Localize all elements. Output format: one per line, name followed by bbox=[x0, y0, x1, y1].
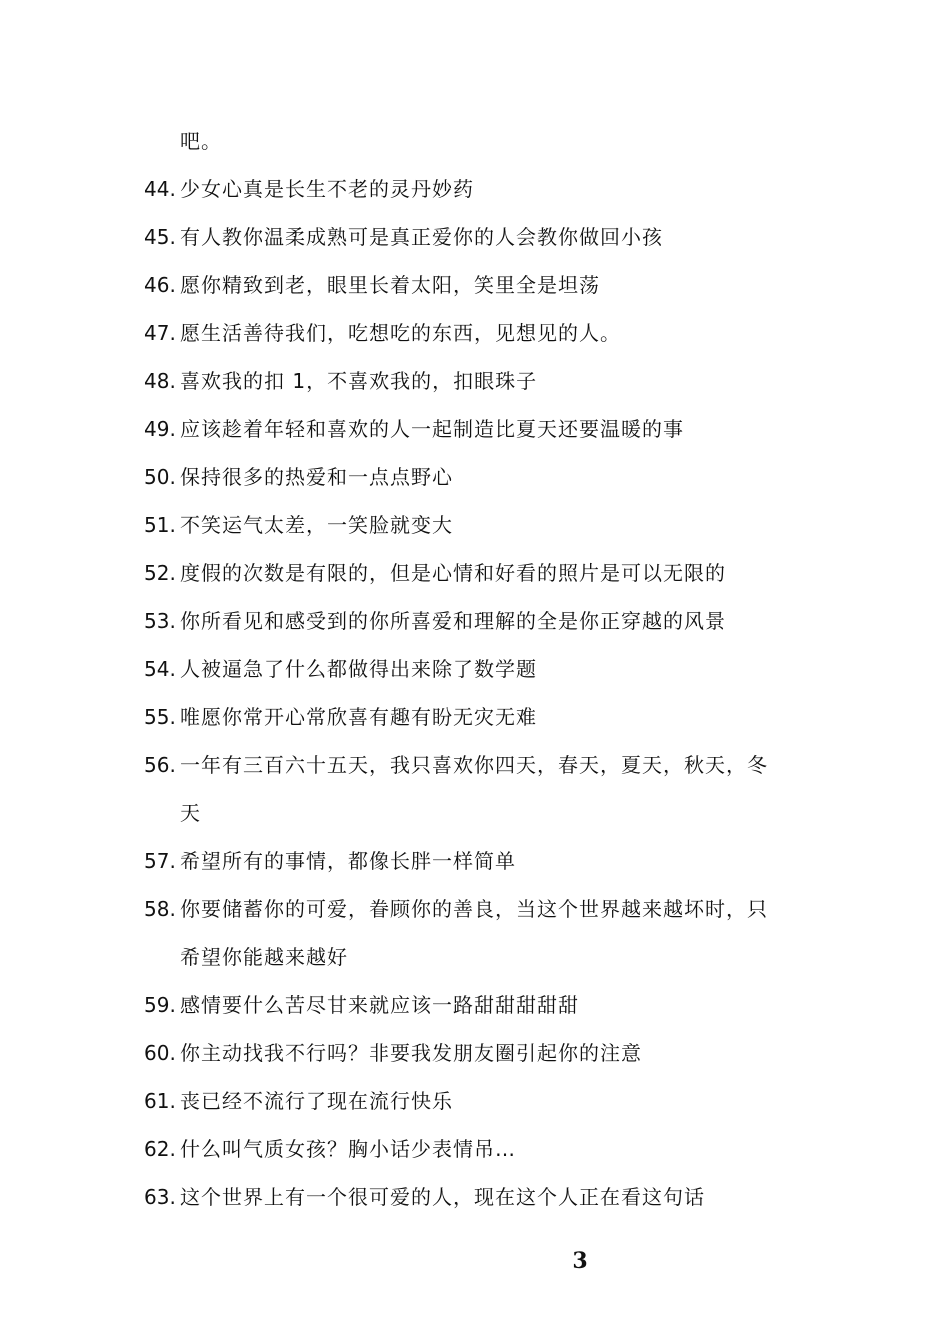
item-text: 你要储蓄你的可爱，眷顾你的善良，当这个世界越来越坏时，只 bbox=[180, 897, 768, 921]
item-number: 61. bbox=[144, 1089, 176, 1113]
item-text: 愿你精致到老，眼里长着太阳，笑里全是坦荡 bbox=[180, 273, 600, 297]
item-text: 应该趁着年轻和喜欢的人一起制造比夏天还要温暖的事 bbox=[180, 417, 684, 441]
item-text: 什么叫气质女孩？胸小话少表情吊… bbox=[180, 1137, 516, 1161]
item-number: 59. bbox=[144, 993, 176, 1017]
list-item bbox=[144, 309, 824, 357]
list-item bbox=[144, 261, 824, 309]
list-item bbox=[144, 501, 824, 549]
item-text: 人被逼急了什么都做得出来除了数学题 bbox=[180, 657, 537, 681]
list-item bbox=[144, 213, 824, 261]
item-number: 51. bbox=[144, 513, 176, 537]
list-item bbox=[144, 1077, 824, 1125]
list-item bbox=[144, 741, 824, 789]
item-number: 48. bbox=[144, 369, 176, 393]
item-text: 天 bbox=[180, 801, 201, 825]
list-item bbox=[144, 165, 824, 213]
list-item bbox=[144, 597, 824, 645]
list-item-continuation bbox=[144, 933, 824, 981]
list-item bbox=[144, 1173, 824, 1221]
item-number: 45. bbox=[144, 225, 176, 249]
item-number: 57. bbox=[144, 849, 176, 873]
item-number: 55. bbox=[144, 705, 176, 729]
item-text: 不笑运气太差，一笑脸就变大 bbox=[180, 513, 453, 537]
item-number: 56. bbox=[144, 753, 176, 777]
continuation-text: 吧。 bbox=[180, 129, 222, 153]
item-text: 丧已经不流行了现在流行快乐 bbox=[180, 1089, 453, 1113]
item-text: 唯愿你常开心常欣喜有趣有盼无灾无难 bbox=[180, 705, 537, 729]
item-number: 63. bbox=[144, 1185, 176, 1209]
item-text: 你所看见和感受到的你所喜爱和理解的全是你正穿越的风景 bbox=[180, 609, 726, 633]
item-number: 44. bbox=[144, 177, 176, 201]
item-text: 希望所有的事情，都像长胖一样简单 bbox=[180, 849, 516, 873]
item-text: 少女心真是长生不老的灵丹妙药 bbox=[180, 177, 474, 201]
list-item bbox=[144, 1029, 824, 1077]
item-text: 这个世界上有一个很可爱的人，现在这个人正在看这句话 bbox=[180, 1185, 705, 1209]
list-item bbox=[144, 885, 824, 933]
item-text: 度假的次数是有限的，但是心情和好看的照片是可以无限的 bbox=[180, 561, 726, 585]
item-number: 50. bbox=[144, 465, 176, 489]
item-text: 感情要什么苦尽甘来就应该一路甜甜甜甜甜 bbox=[180, 993, 579, 1017]
continuation-line bbox=[144, 117, 824, 165]
item-number: 62. bbox=[144, 1137, 176, 1161]
item-text: 希望你能越来越好 bbox=[180, 945, 348, 969]
item-number: 46. bbox=[144, 273, 176, 297]
list-item bbox=[144, 357, 824, 405]
list-item bbox=[144, 981, 824, 1029]
list-item bbox=[144, 453, 824, 501]
item-text: 愿生活善待我们，吃想吃的东西，见想见的人。 bbox=[180, 321, 621, 345]
item-number: 58. bbox=[144, 897, 176, 921]
item-text: 喜欢我的扣 1，不喜欢我的，扣眼珠子 bbox=[180, 369, 538, 393]
item-text: 保持很多的热爱和一点点野心 bbox=[180, 465, 453, 489]
list-item bbox=[144, 549, 824, 597]
list-items bbox=[144, 165, 824, 1221]
item-number: 53. bbox=[144, 609, 176, 633]
list-item bbox=[144, 837, 824, 885]
list-item bbox=[144, 405, 824, 453]
quote-list bbox=[144, 117, 824, 1221]
item-number: 60. bbox=[144, 1041, 176, 1065]
item-text: 你主动找我不行吗？非要我发朋友圈引起你的注意 bbox=[180, 1041, 642, 1065]
list-item bbox=[144, 693, 824, 741]
list-item-continuation bbox=[144, 789, 824, 837]
item-number: 52. bbox=[144, 561, 176, 585]
item-text: 一年有三百六十五天，我只喜欢你四天，春天，夏天，秋天，冬 bbox=[180, 753, 768, 777]
item-number: 54. bbox=[144, 657, 176, 681]
page-number: 3 bbox=[572, 1248, 588, 1274]
item-number: 47. bbox=[144, 321, 176, 345]
list-item bbox=[144, 645, 824, 693]
list-item bbox=[144, 1125, 824, 1173]
item-text: 有人教你温柔成熟可是真正爱你的人会教你做回小孩 bbox=[180, 225, 663, 249]
item-number: 49. bbox=[144, 417, 176, 441]
